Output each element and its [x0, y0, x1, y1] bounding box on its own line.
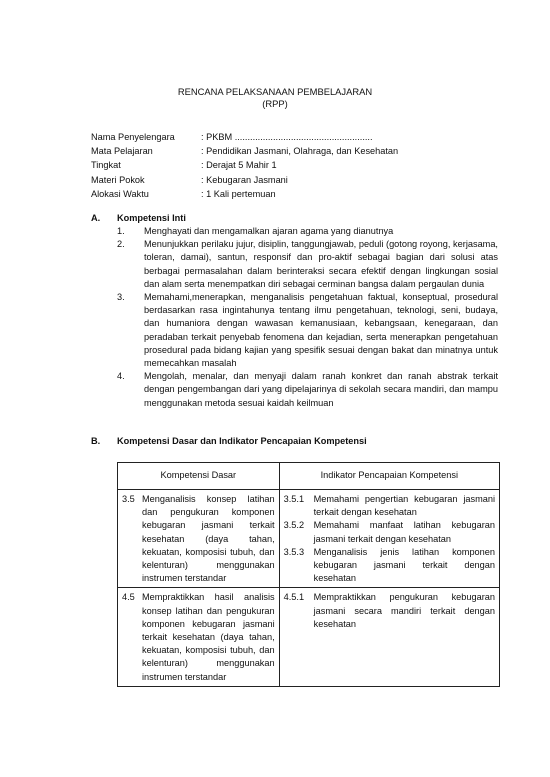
info-label: Nama Penyelengara [91, 132, 175, 142]
indicator-cell [279, 588, 499, 686]
section-a-heading [91, 212, 186, 225]
table-header-row [118, 463, 500, 490]
kd-code: 3.5 [122, 494, 135, 504]
indicator-text: Memahami manfaat latihan kebugaran jasmani terkait dengan kesehatan [313, 520, 495, 544]
kd-text: Menganalisis konsep latihan dan pengukuran komponen kebugaran jasmani terkait kesehatan (daya tahan, kekuatan, komposisi tubuh, dan kelenturan) menggunakan instrumen terstandar [142, 494, 275, 584]
indicator-cell [279, 490, 499, 588]
info-value: : Kebugaran Jasmani [201, 174, 288, 185]
indicator-text: Memahami pengertian kebugaran jasmani terkait dengan kesehatan [313, 494, 495, 518]
list-text: Memahami,menerapkan, menganalisis pengetahuan faktual, konseptual, prosedural berdasarkan rasa ingintahunya tentang ilmu pengetahuan, teknologi, seni, budaya, dan humaniora dengan wawasan kemanusiaan, kebangsaan, kenegaraan, dan peradaban terkait penyebab fenomena dan kejadian, serta menerapkan pengetahuan prosedural pada bidang kajian yang spesifik sesuai dengan bakat dan minatnya untuk memecahkan masalah [144, 292, 498, 369]
info-label: Tingkat [91, 160, 121, 171]
info-row [91, 188, 398, 202]
info-value: : Pendidikan Jasmani, Olahraga, dan Kesehatan [201, 146, 399, 157]
kompetensi-inti-list [117, 225, 498, 410]
section-title: Kompetensi Inti [117, 213, 186, 223]
info-label: Alokasi Waktu [91, 188, 149, 199]
info-row [91, 131, 398, 145]
column-header-indicator: Indikator Pencapaian Kompetensi [279, 463, 499, 490]
info-value: : PKBM ...................................................... [201, 132, 373, 142]
kd-cell [118, 588, 280, 686]
list-item [117, 291, 498, 370]
document-subtitle: (RPP) [262, 98, 288, 109]
table-row [118, 588, 500, 686]
kd-code: 4.5 [122, 592, 135, 603]
info-value: : 1 Kali pertemuan [201, 188, 276, 199]
competency-table [117, 462, 500, 687]
identity-block [91, 131, 398, 202]
list-number: 4. [117, 371, 125, 382]
info-label: Materi Pokok [91, 174, 145, 185]
list-item [117, 370, 498, 410]
info-value: : Derajat 5 Mahir 1 [201, 160, 277, 171]
indicator-code: 4.5.1 [283, 592, 305, 603]
list-number: 3. [117, 292, 125, 303]
info-row [91, 145, 398, 159]
section-number: A. [91, 213, 101, 223]
kd-cell [118, 490, 280, 588]
column-header-kd: Kompetensi Dasar [118, 463, 280, 490]
list-number: 2. [117, 239, 125, 250]
indicator-code: 3.5.3 [283, 546, 305, 557]
indicator-text: Mempraktikkan pengukuran kebugaran jasmani secara mandiri terkait dengan kesehatan [313, 592, 495, 629]
list-text: Menghayati dan mengamalkan ajaran agama yang dianutnya [144, 226, 394, 236]
list-number: 1. [117, 226, 125, 236]
indicator-code: 3.5.2 [283, 520, 305, 531]
info-row [91, 174, 398, 188]
list-item [117, 225, 498, 238]
section-number: B. [91, 436, 101, 446]
kd-text: Mempraktikkan hasil analisis konsep latihan dan pengukuran komponen kebugaran jasmani terkait kesehatan (daya tahan, kekuatan, komposisi tubuh, dan kelenturan) menggunakan instrumen terstandar [142, 592, 275, 682]
section-title: Kompetensi Dasar dan Indikator Pencapaian Kompetensi [117, 436, 367, 446]
document-title: RENCANA PELAKSANAAN PEMBELAJARAN [177, 86, 373, 97]
section-b-heading [91, 435, 367, 448]
list-text: Menunjukkan perilaku jujur, disiplin, tanggungjawab, peduli (gotong royong, kerjasama, toleran, damai), santun, responsif dan pro-aktif sebagai bagian dari solusi atas berbagai permasalahan dalam berinteraksi secara efektif dengan lingkungan sosial dan alam serta menempatkan diri sebagai cerminan bangsa dalam pergaulan dunia [144, 239, 498, 289]
info-row [91, 159, 398, 173]
indicator-text: Menganalisis jenis latihan komponen kebugaran jasmani terkait dengan kesehatan [313, 546, 495, 584]
info-label: Mata Pelajaran [91, 146, 153, 157]
list-text: Mengolah, menalar, dan menyaji dalam ranah konkret dan ranah abstrak terkait dengan pengembangan dari yang dipelajarinya di sekolah secara mandiri, dan mampu menggunakan metoda sesuai kaidah keilmuan [144, 371, 498, 408]
list-item [117, 238, 498, 291]
indicator-code: 3.5.1 [283, 494, 305, 504]
table-row [118, 490, 500, 588]
